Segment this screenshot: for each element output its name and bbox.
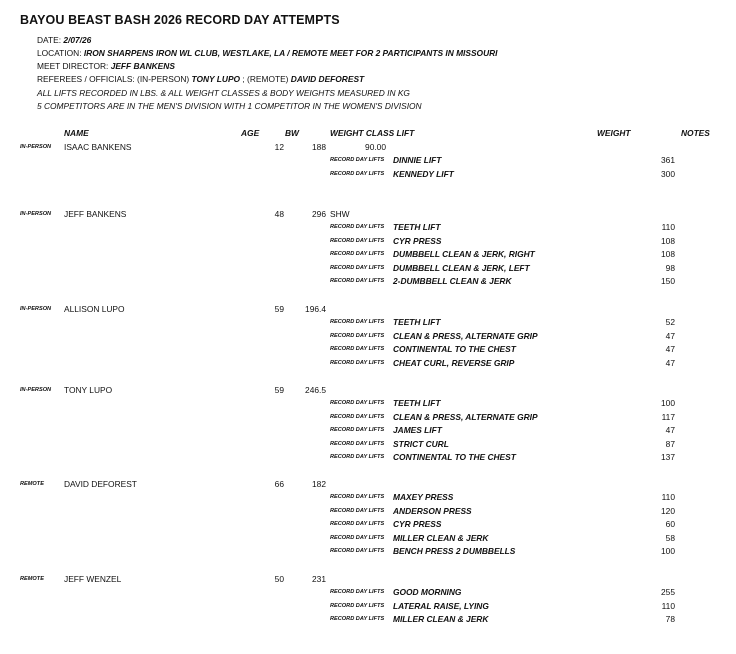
referee-inperson: TONY LUPO bbox=[191, 74, 241, 84]
record-day-lifts-label: RECORD DAY LIFTS bbox=[330, 360, 385, 366]
record-day-lifts-label: RECORD DAY LIFTS bbox=[330, 441, 385, 447]
lift-weight: 110 bbox=[661, 601, 675, 611]
competitor-age: 12 bbox=[274, 142, 284, 152]
competitor-location: REMOTE bbox=[20, 481, 44, 487]
referee-remote: DAVID DEFOREST bbox=[290, 74, 365, 84]
record-day-lifts-label: RECORD DAY LIFTS bbox=[330, 548, 385, 554]
lift-weight: 98 bbox=[665, 263, 675, 273]
division-note: 5 COMPETITORS ARE IN THE MEN'S DIVISION WITH 1 COMPETITOR IN THE WOMEN'S DIVISION bbox=[37, 101, 422, 111]
lift-name: CYR PRESS bbox=[393, 236, 442, 246]
lift-name: KENNEDY LIFT bbox=[393, 169, 454, 179]
lift-weight: 47 bbox=[665, 344, 675, 354]
lift-name: CHEAT CURL, REVERSE GRIP bbox=[393, 358, 515, 368]
director-value: JEFF BANKENS bbox=[110, 61, 175, 71]
lift-weight: 255 bbox=[661, 587, 675, 597]
location-value: IRON SHARPENS IRON WL CLUB, WESTLAKE, LA / REMOTE MEET FOR 2 PARTICIPANTS IN MISSOURI bbox=[83, 48, 498, 58]
page-title: BAYOU BEAST BASH 2026 RECORD DAY ATTEMPTS bbox=[20, 13, 340, 27]
referees-separator: ; (REMOTE) bbox=[240, 74, 291, 84]
header-age: AGE bbox=[241, 128, 260, 138]
lift-weight: 300 bbox=[661, 169, 675, 179]
lift-weight: 52 bbox=[665, 317, 675, 327]
competitor-name: TONY LUPO bbox=[64, 385, 113, 395]
lift-name: MILLER CLEAN & JERK bbox=[393, 533, 489, 543]
referees-label: REFEREES / OFFICIALS: (IN-PERSON) bbox=[37, 74, 192, 84]
lift-weight: 58 bbox=[665, 533, 675, 543]
record-day-lifts-label: RECORD DAY LIFTS bbox=[330, 454, 385, 460]
record-day-lifts-label: RECORD DAY LIFTS bbox=[330, 278, 385, 284]
competitor-weight-class: SHW bbox=[330, 209, 350, 219]
record-day-lifts-label: RECORD DAY LIFTS bbox=[330, 265, 385, 271]
lift-name: CLEAN & PRESS, ALTERNATE GRIP bbox=[393, 331, 538, 341]
lift-weight: 78 bbox=[665, 614, 675, 624]
competitor-name: JEFF WENZEL bbox=[64, 574, 122, 584]
competitor-bodyweight: 296 bbox=[312, 209, 326, 219]
competitor-bodyweight: 196.4 bbox=[305, 304, 326, 314]
competitor-name: DAVID DEFOREST bbox=[64, 479, 137, 489]
competitor-location: IN-PERSON bbox=[20, 387, 52, 393]
record-day-lifts-label: RECORD DAY LIFTS bbox=[330, 251, 385, 257]
competitor-bodyweight: 188 bbox=[312, 142, 326, 152]
competitor-location: REMOTE bbox=[20, 576, 44, 582]
lift-weight: 108 bbox=[661, 249, 675, 259]
competitor-location: IN-PERSON bbox=[20, 144, 52, 150]
record-day-lifts-label: RECORD DAY LIFTS bbox=[330, 171, 385, 177]
lift-weight: 108 bbox=[661, 236, 675, 246]
lift-weight: 120 bbox=[661, 506, 675, 516]
lift-weight: 100 bbox=[661, 398, 675, 408]
lift-name: 2-DUMBBELL CLEAN & JERK bbox=[393, 276, 512, 286]
lift-weight: 110 bbox=[661, 492, 675, 502]
lift-name: DUMBBELL CLEAN & JERK, LEFT bbox=[393, 263, 530, 273]
lift-name: CYR PRESS bbox=[393, 519, 442, 529]
director-label: MEET DIRECTOR: bbox=[37, 61, 111, 71]
lift-weight: 137 bbox=[661, 452, 675, 462]
competitor-age: 48 bbox=[274, 209, 284, 219]
lift-name: MILLER CLEAN & JERK bbox=[393, 614, 489, 624]
lift-weight: 150 bbox=[661, 276, 675, 286]
meet-date bbox=[37, 36, 91, 44]
record-day-lifts-label: RECORD DAY LIFTS bbox=[330, 333, 385, 339]
lift-name: DUMBBELL CLEAN & JERK, RIGHT bbox=[393, 249, 535, 259]
competitor-name: ALLISON LUPO bbox=[64, 304, 125, 314]
record-day-lifts-label: RECORD DAY LIFTS bbox=[330, 238, 385, 244]
lift-name: CONTINENTAL TO THE CHEST bbox=[393, 344, 516, 354]
record-day-lifts-label: RECORD DAY LIFTS bbox=[330, 508, 385, 514]
lift-weight: 47 bbox=[665, 331, 675, 341]
lift-name: GOOD MORNING bbox=[393, 587, 462, 597]
lift-weight: 117 bbox=[661, 412, 675, 422]
lift-name: ANDERSON PRESS bbox=[393, 506, 472, 516]
lift-weight: 361 bbox=[661, 155, 675, 165]
competitor-location: IN-PERSON bbox=[20, 211, 52, 217]
record-day-lifts-label: RECORD DAY LIFTS bbox=[330, 427, 385, 433]
record-day-lifts-label: RECORD DAY LIFTS bbox=[330, 346, 385, 352]
header-bw: BW bbox=[285, 128, 299, 138]
lift-weight: 100 bbox=[661, 546, 675, 556]
lift-name: JAMES LIFT bbox=[393, 425, 442, 435]
record-day-lifts-label: RECORD DAY LIFTS bbox=[330, 414, 385, 420]
lift-name: LATERAL RAISE, LYING bbox=[393, 601, 489, 611]
competitor-bodyweight: 231 bbox=[312, 574, 326, 584]
competitor-name: JEFF BANKENS bbox=[64, 209, 127, 219]
record-day-lifts-label: RECORD DAY LIFTS bbox=[330, 157, 385, 163]
meet-referees bbox=[37, 75, 364, 83]
competitor-bodyweight: 246.5 bbox=[305, 385, 326, 395]
lift-name: MAXEY PRESS bbox=[393, 492, 454, 502]
meet-location bbox=[37, 49, 498, 57]
date-label: DATE: bbox=[37, 35, 64, 45]
competitor-name: ISAAC BANKENS bbox=[64, 142, 132, 152]
lift-name: CLEAN & PRESS, ALTERNATE GRIP bbox=[393, 412, 538, 422]
lift-weight: 87 bbox=[665, 439, 675, 449]
competitor-bodyweight: 182 bbox=[312, 479, 326, 489]
record-day-lifts-label: RECORD DAY LIFTS bbox=[330, 400, 385, 406]
competitor-age: 59 bbox=[274, 304, 284, 314]
record-day-lifts-label: RECORD DAY LIFTS bbox=[330, 494, 385, 500]
lift-name: STRICT CURL bbox=[393, 439, 449, 449]
competitor-age: 50 bbox=[274, 574, 284, 584]
header-name: NAME bbox=[64, 128, 89, 138]
record-day-lifts-label: RECORD DAY LIFTS bbox=[330, 616, 385, 622]
header-weight-class-lift: WEIGHT CLASS LIFT bbox=[330, 128, 415, 138]
record-day-lifts-label: RECORD DAY LIFTS bbox=[330, 589, 385, 595]
lift-name: BENCH PRESS 2 DUMBBELLS bbox=[393, 546, 516, 556]
record-day-lifts-label: RECORD DAY LIFTS bbox=[330, 319, 385, 325]
date-value: 2/07/26 bbox=[63, 35, 92, 45]
lift-name: DINNIE LIFT bbox=[393, 155, 442, 165]
lift-name: TEETH LIFT bbox=[393, 222, 441, 232]
meet-director bbox=[37, 62, 175, 70]
competitor-age: 59 bbox=[274, 385, 284, 395]
record-day-lifts-label: RECORD DAY LIFTS bbox=[330, 535, 385, 541]
location-label: LOCATION: bbox=[37, 48, 84, 58]
record-day-lifts-label: RECORD DAY LIFTS bbox=[330, 521, 385, 527]
competitor-age: 66 bbox=[274, 479, 284, 489]
header-notes: NOTES bbox=[681, 128, 710, 138]
lift-weight: 47 bbox=[665, 358, 675, 368]
lift-name: TEETH LIFT bbox=[393, 317, 441, 327]
competitor-weight-class: 90.00 bbox=[365, 142, 386, 152]
record-day-lifts-label: RECORD DAY LIFTS bbox=[330, 603, 385, 609]
lift-weight: 47 bbox=[665, 425, 675, 435]
units-note: ALL LIFTS RECORDED IN LBS. & ALL WEIGHT CLASSES & BODY WEIGHTS MEASURED IN KG bbox=[37, 88, 410, 98]
lift-name: TEETH LIFT bbox=[393, 398, 441, 408]
competitor-location: IN-PERSON bbox=[20, 306, 52, 312]
lift-name: CONTINENTAL TO THE CHEST bbox=[393, 452, 516, 462]
header-weight: WEIGHT bbox=[597, 128, 631, 138]
record-day-lifts-label: RECORD DAY LIFTS bbox=[330, 224, 385, 230]
lift-weight: 110 bbox=[661, 222, 675, 232]
lift-weight: 60 bbox=[665, 519, 675, 529]
